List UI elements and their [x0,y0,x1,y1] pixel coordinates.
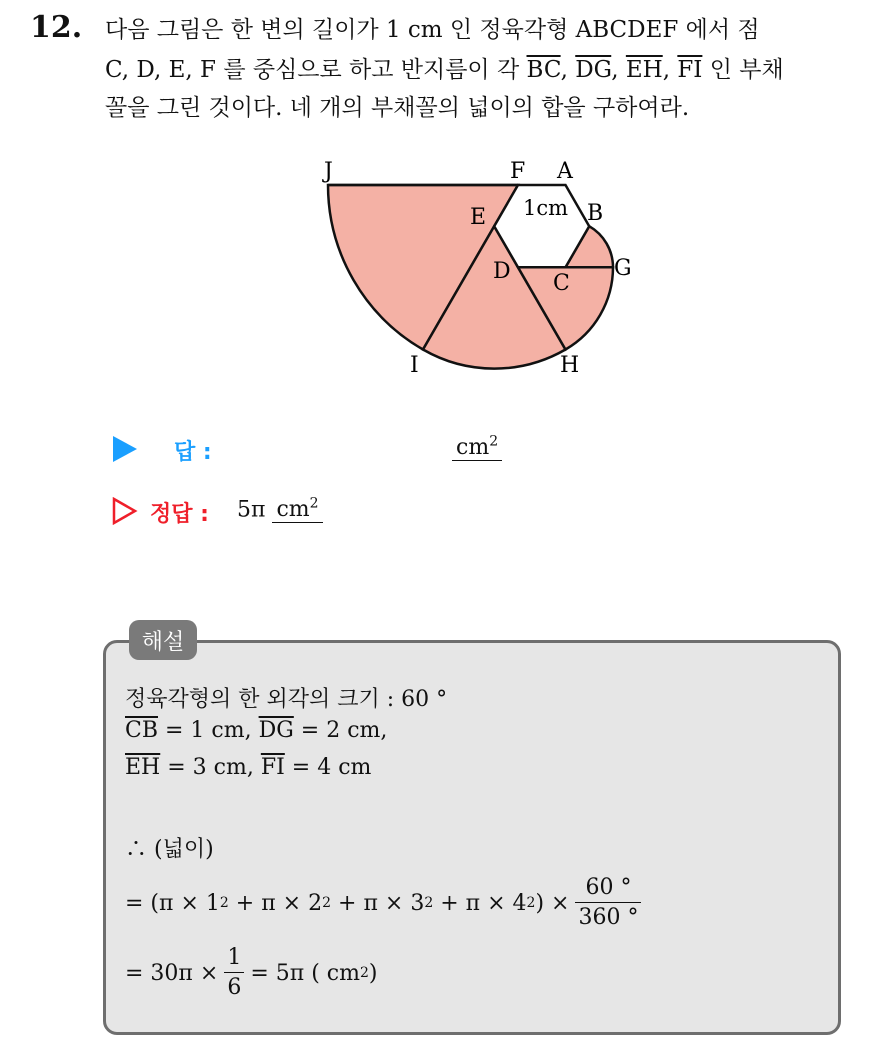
calc-term-1: = (π × 1 [125,890,220,916]
correct-unit [272,497,322,523]
solution-line-2 [125,718,387,743]
question-line-2-suffix: 인 부채 [702,57,784,83]
fraction-one-sixth-den: 6 [227,974,242,1000]
question-line-2 [105,52,784,88]
segment-bc: $\overline{BC}$ [526,57,561,83]
fraction-angle [575,874,641,933]
fraction-angle-num: 60 ° [575,874,641,903]
segment-fi: $\overline{FI}$ [260,755,285,780]
sector-figure [300,150,650,390]
solution-line-1: 정육각형의 한 외각의 크기 : 60 ° [125,687,448,712]
label-h: H [560,353,580,378]
solution-line-3 [125,755,371,780]
answer-label: 답 : [174,440,212,465]
label-i: I [410,353,419,378]
label-e: E [470,205,487,230]
label-c: C [553,271,570,296]
question-line-3: 꼴을 그린 것이다. 네 개의 부채꼴의 넓이의 합을 구하여라. [105,95,690,121]
value-dg: = 2 cm, [293,718,388,743]
separator: , [560,57,576,83]
segment-dg: $\overline{DG}$ [575,57,612,83]
question-line-1: 다음 그림은 한 변의 길이가 1 cm 인 정육각형 ABCDEF 에서 점 [105,17,760,43]
separator: , [611,57,626,83]
calc-term-4: + π × 4 [433,890,527,916]
answer-unit-text: cm [456,435,490,461]
correct-unit-text: cm [276,497,310,523]
label-a: A [557,159,573,184]
segment-dg: $\overline{DG}$ [258,718,294,743]
calc-term-2: + π × 2 [228,890,323,916]
correct-triangle-icon [112,497,138,525]
correct-value: 5π [237,497,266,523]
fraction-one-sixth [224,944,244,1003]
calc-term-3: + π × 3 [331,890,425,916]
question-number: 12. [30,10,83,45]
solution-therefore: ∴ (넓이) [125,837,214,862]
segment-eh: $\overline{EH}$ [125,755,161,780]
calc-exp-4: 2 [526,895,536,911]
calc-exp-1: 2 [219,895,229,911]
fraction-one-sixth-num: 1 [224,944,244,973]
sector-diagram [300,150,650,390]
label-b: B [587,201,604,226]
value-fi: = 4 cm [284,755,372,780]
label-f: F [510,159,526,184]
final-prefix: = 30π × [125,960,219,986]
question-line-2-prefix: C, D, E, F 를 중심으로 하고 반지름이 각 [105,57,527,83]
label-d: D [493,259,511,284]
final-exp: 2 [359,965,369,981]
segment-cb: $\overline{CB}$ [125,718,158,743]
solution-final-line [125,942,377,1004]
answer-field[interactable] [452,434,502,460]
answer-unit-exp: 2 [489,434,499,450]
value-eh: = 3 cm, [160,755,261,780]
segment-fi: $\overline{FI}$ [677,57,703,83]
correct-unit-exp: 2 [309,496,319,512]
label-j: J [324,159,333,184]
final-close: ) [368,960,378,986]
solution-calc-line [125,872,641,934]
label-side-length: 1cm [523,196,569,220]
calc-exp-3: 2 [424,895,434,911]
final-suffix: = 5π ( cm [250,960,360,986]
correct-answer [237,496,323,522]
correct-label: 정답 : [150,502,209,527]
label-g: G [614,256,632,281]
answer-triangle-icon [113,436,137,462]
calc-close: ) × [535,890,570,916]
calc-exp-2: 2 [322,895,332,911]
answer-unit [452,435,502,461]
segment-eh: $\overline{EH}$ [625,57,663,83]
value-cb: = 1 cm, [158,718,259,743]
solution-tag: 해설 [129,620,197,660]
fraction-angle-den: 360 ° [578,904,639,930]
separator: , [662,57,678,83]
